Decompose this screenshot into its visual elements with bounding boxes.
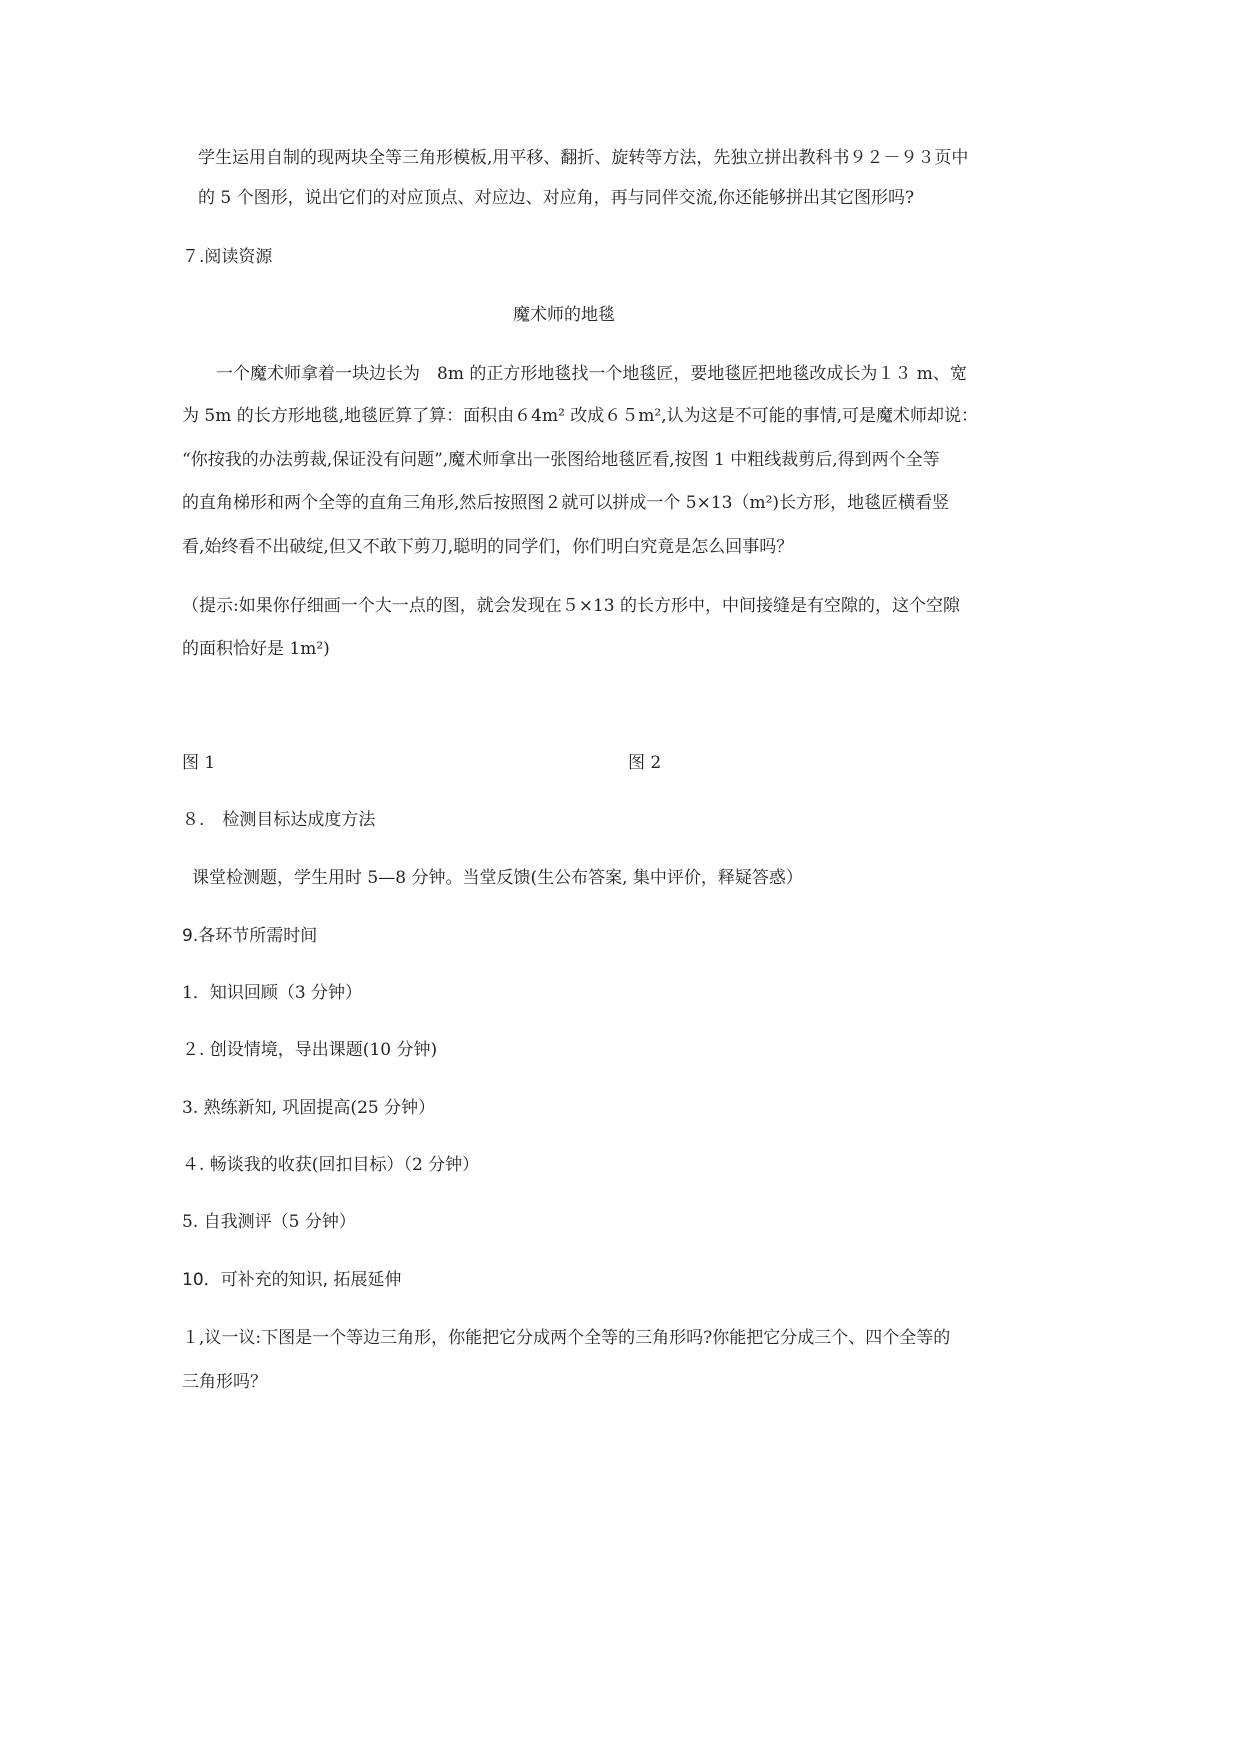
- story-line-4: 的直角梯形和两个全等的直角三角形,然后按照图２就可以拼成一个 5×13（m²)长方形，地毯匠横看竖: [182, 493, 950, 513]
- story-line-1: 一个魔术师拿着一块边长为 8m 的正方形地毯找一个地毯匠，要地毯匠把地毯改成长为１３ m、宽: [216, 364, 967, 384]
- section8-heading-text: 检测目标达成度方法: [222, 810, 376, 830]
- section9-item-3: 3. 熟练新知, 巩固提高(25 分钟）: [182, 1098, 436, 1118]
- story-line-5: 看,始终看不出破绽,但又不敢下剪刀,聪明的同学们，你们明白究竟是怎么回事吗？: [182, 537, 794, 557]
- hint-line-1: （提示:如果你仔细画一个大一点的图，就会发现在５×13 的长方形中，中间接缝是有空隙的，这个空隙: [182, 596, 961, 616]
- section7-heading: ７.阅读资源: [182, 247, 273, 267]
- section8-body: 课堂检测题，学生用时 5—8 分钟。当堂反馈(生公布答案, 集中评价，释疑答惑）: [192, 868, 803, 888]
- figure-2-label: 图 2: [628, 753, 662, 773]
- story-line-2: 为 5m 的长方形地毯,地毯匠算了算：面积由６4m² 改成６５m²,认为这是不可能的事情,可是魔术师却说：: [182, 406, 979, 426]
- section8-heading: [182, 808, 375, 832]
- section9-heading: 9.各环节所需时间: [182, 926, 318, 946]
- section9-item-4: ４. 畅谈我的收获(回扣目标）（2 分钟）: [182, 1155, 480, 1175]
- story-line-3: “你按我的办法剪裁,保证没有问题”,魔术师拿出一张图给地毯匠看,按图 1 中粗线裁剪后,得到两个全等: [182, 450, 940, 470]
- story-title: 魔术师的地毯: [513, 305, 615, 325]
- intro-line-1: 学生运用自制的现两块全等三角形模板,用平移、翻折、旋转等方法，先独立拼出教科书９２－９３页中: [198, 148, 969, 168]
- section10-line-2: 三角形吗？: [182, 1372, 267, 1392]
- section8-heading-number: ８.: [182, 810, 205, 830]
- section9-item-5: 5. 自我测评（5 分钟）: [182, 1212, 356, 1232]
- hint-line-2: 的面积恰好是 1m²): [182, 639, 330, 659]
- section10-line-1: １,议一议:下图是一个等边三角形，你能把它分成两个全等的三角形吗?你能把它分成三个、四个全等的: [182, 1328, 951, 1348]
- figure-1-label: 图 1: [182, 753, 216, 773]
- section10-heading: 10．可补充的知识, 拓展延伸: [182, 1270, 402, 1290]
- section9-item-2: ２. 创设情境，导出课题(10 分钟): [182, 1040, 438, 1060]
- section9-item-1: 1．知识回顾（3 分钟）: [182, 983, 363, 1003]
- intro-line-2: 的 5 个图形，说出它们的对应顶点、对应边、对应角，再与同伴交流,你还能够拼出其它图形吗?: [198, 188, 915, 208]
